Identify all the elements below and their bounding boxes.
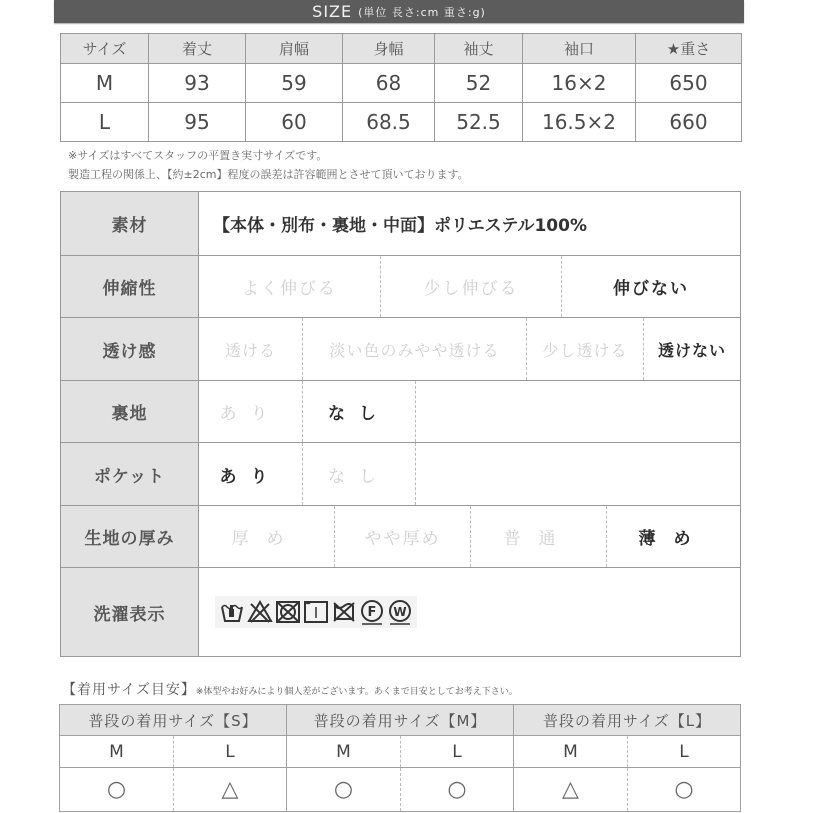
pocket-option-selected: あり [199, 443, 303, 505]
spec-label: 素材 [61, 192, 199, 255]
wet-clean-w-icon [387, 599, 413, 625]
fit-mark: ○ [628, 768, 741, 812]
header-size: サイズ [61, 34, 149, 64]
lining-option-selected: なし [303, 381, 416, 442]
fit-guide-title [62, 679, 518, 699]
cell: M [514, 736, 628, 768]
header-cuff: 袖口 [523, 34, 636, 64]
header-sleeve: 袖丈 [435, 34, 523, 64]
cell: 16×2 [523, 64, 636, 103]
fit-guide-heading: 【着用サイズ目安】 [62, 682, 196, 698]
no-wring-icon [331, 599, 357, 625]
fit-header-s: 普段の着用サイズ【S】 [60, 705, 287, 736]
cell: 16.5×2 [523, 103, 636, 142]
fit-header-m: 普段の着用サイズ【M】 [287, 705, 514, 736]
size-title: SIZE [312, 2, 353, 21]
cell: M [61, 64, 149, 103]
fit-mark: ○ [60, 768, 174, 812]
spec-label: 生地の厚み [61, 506, 199, 567]
cell: M [60, 736, 174, 768]
line-dry-icon [303, 599, 329, 625]
sheer-option-selected: 透けない [657, 340, 726, 360]
thickness-option: 厚め [199, 506, 335, 567]
tolerance-note: 製造工程の関係上、【約±2cm】程度の誤差は許容範囲とさせて頂いております。 [68, 168, 469, 181]
cell: L [174, 736, 287, 768]
fit-mark: △ [514, 768, 628, 812]
header-shoulder: 肩幅 [246, 34, 343, 64]
spec-row-care [61, 567, 740, 656]
spec-row-material [61, 192, 740, 255]
pocket-option: なし [303, 443, 416, 505]
fit-mark: △ [174, 768, 287, 812]
thickness-option: 普通 [471, 506, 607, 567]
header-width: 身幅 [343, 34, 435, 64]
cell: 95 [149, 103, 246, 142]
header-length: 着丈 [149, 34, 246, 64]
size-title-bar [54, 0, 744, 23]
empty-cell [416, 381, 740, 442]
spec-label: 透け感 [61, 318, 199, 380]
stretch-option: よく伸びる [199, 256, 381, 317]
sheer-option: 少し透ける [527, 318, 644, 380]
cell: L [628, 736, 741, 768]
fit-mark-row [60, 768, 741, 812]
spec-row-pocket [61, 442, 740, 505]
header-weight: ★重さ [636, 34, 742, 64]
cell: 59 [246, 64, 343, 103]
thickness-option: やや厚め [335, 506, 471, 567]
spec-table [60, 191, 741, 657]
spec-row-stretch [61, 255, 740, 317]
table-row [61, 103, 742, 142]
measurement-note: ※サイズはすべてスタッフの平置き実寸サイズです。 [68, 149, 328, 162]
spec-row-lining [61, 380, 740, 442]
material-value: 【本体・別布・裏地・中面】ポリエステル100% [213, 216, 587, 236]
svg-text:F: F [367, 605, 377, 620]
spec-label: 裏地 [61, 381, 199, 442]
spec-row-sheer [61, 317, 740, 380]
cell: 68.5 [343, 103, 435, 142]
empty-cell [416, 443, 740, 505]
fit-guide-table [59, 704, 741, 812]
sheer-option: 淡い色のみやや透ける [303, 318, 527, 380]
stretch-option: 少し伸びる [381, 256, 562, 317]
cell: M [287, 736, 401, 768]
spec-label: 伸縮性 [61, 256, 199, 317]
dry-clean-f-icon [359, 599, 385, 625]
spec-label: 洗濯表示 [61, 568, 199, 656]
cell: 60 [246, 103, 343, 142]
fit-header-l: 普段の着用サイズ【L】 [514, 705, 741, 736]
fit-guide-note: ※体型やお好みにより個人差がございます。あくまで目安としてお考え下さい。 [195, 687, 518, 697]
cell: 650 [636, 64, 742, 103]
size-table-header [61, 34, 742, 64]
cell: 52 [435, 64, 523, 103]
fit-mark: ○ [287, 768, 401, 812]
fit-header-row [60, 705, 741, 736]
spec-row-thickness [61, 505, 740, 567]
fit-mark: ○ [401, 768, 514, 812]
cell: 660 [636, 103, 742, 142]
table-row [61, 64, 742, 103]
svg-text:W: W [393, 605, 407, 619]
stretch-option-selected: 伸びない [613, 279, 689, 299]
no-tumble-dry-icon [275, 599, 301, 625]
sheer-option: 透ける [199, 318, 303, 380]
fit-size-row [60, 736, 741, 768]
size-table [60, 33, 742, 142]
size-units: (単位 長さ:cm 重さ:g) [358, 5, 486, 19]
spec-label: ポケット [61, 443, 199, 505]
cell: 68 [343, 64, 435, 103]
lining-option: あり [199, 381, 303, 442]
cell: L [61, 103, 149, 142]
hand-wash-icon [219, 599, 245, 625]
no-bleach-icon [247, 599, 273, 625]
care-symbols [215, 596, 417, 628]
cell: 93 [149, 64, 246, 103]
cell: L [401, 736, 514, 768]
cell: 52.5 [435, 103, 523, 142]
thickness-option-selected: 薄め [638, 529, 709, 549]
